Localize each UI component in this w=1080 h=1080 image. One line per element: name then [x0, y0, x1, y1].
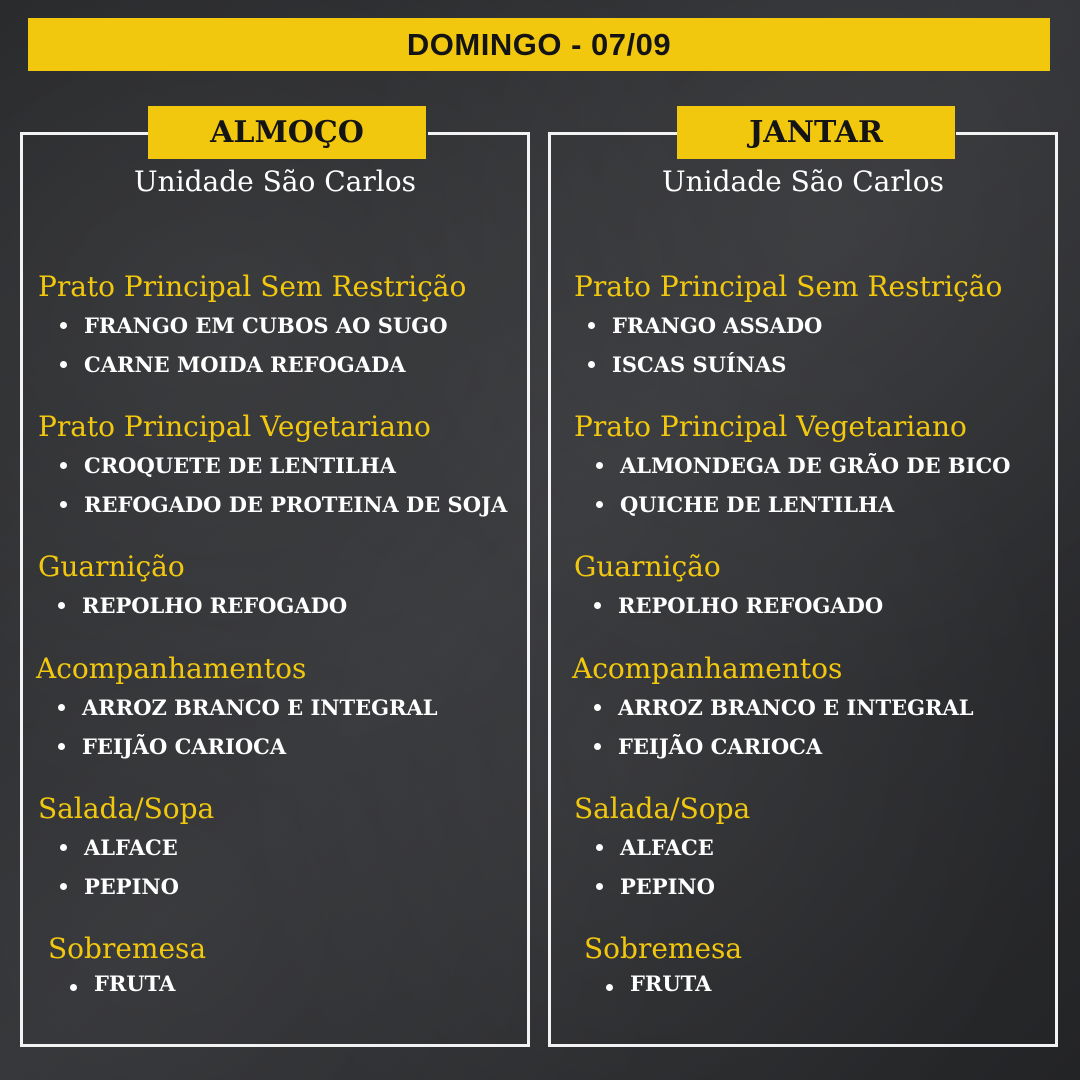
list-item: ISCAS SUÍNAS — [586, 345, 1002, 384]
lunch-section-dessert — [48, 930, 206, 1000]
lunch-section-salad — [38, 790, 214, 906]
list-item: REFOGADO DE PROTEINA DE SOJA — [58, 485, 507, 524]
lunch-section-side — [38, 548, 347, 625]
section-title: Prato Principal Sem Restrição — [38, 270, 467, 303]
list-item: FRANGO EM CUBOS AO SUGO — [58, 306, 466, 345]
panel-border — [23, 132, 153, 135]
list-item: QUICHE DE LENTILHA — [594, 485, 1010, 524]
panel-border — [428, 132, 527, 135]
list-item: CROQUETE DE LENTILHA — [58, 446, 507, 485]
list-item: ALMONDEGA DE GRÃO DE BICO — [594, 446, 1010, 485]
list-item: FEIJÃO CARIOCA — [592, 727, 974, 766]
list-item: FRUTA — [68, 968, 206, 1000]
section-title: Guarnição — [38, 550, 185, 583]
day-title-banner — [28, 18, 1050, 71]
section-title: Acompanhamentos — [36, 652, 307, 685]
section-title: Prato Principal Vegetariano — [574, 410, 967, 443]
dinner-section-vegetarian — [574, 408, 1010, 524]
section-title: Sobremesa — [584, 932, 743, 965]
dinner-section-accompaniments — [572, 650, 974, 766]
list-item: ARROZ BRANCO E INTEGRAL — [56, 688, 438, 727]
section-title: Salada/Sopa — [38, 792, 215, 825]
dinner-section-side — [574, 548, 883, 625]
section-title: Prato Principal Vegetariano — [38, 410, 431, 443]
section-title: Sobremesa — [48, 932, 207, 965]
lunch-unit: Unidade São Carlos — [134, 165, 416, 198]
list-item: FRANGO ASSADO — [586, 306, 1002, 345]
list-item: FEIJÃO CARIOCA — [56, 727, 438, 766]
dinner-label: JANTAR — [677, 106, 955, 159]
panel-border — [551, 132, 681, 135]
dinner-section-salad — [574, 790, 750, 906]
lunch-section-main — [38, 268, 466, 384]
list-item: REPOLHO REFOGADO — [592, 586, 883, 625]
dinner-section-dessert — [584, 930, 742, 1000]
panel-border — [956, 132, 1055, 135]
lunch-label: ALMOÇO — [148, 106, 426, 159]
lunch-section-accompaniments — [36, 650, 438, 766]
dinner-unit: Unidade São Carlos — [662, 165, 944, 198]
list-item: ALFACE — [58, 828, 214, 867]
section-title: Guarnição — [574, 550, 721, 583]
section-title: Salada/Sopa — [574, 792, 751, 825]
list-item: FRUTA — [604, 968, 742, 1000]
section-title: Acompanhamentos — [572, 652, 843, 685]
list-item: ALFACE — [594, 828, 750, 867]
day-title: DOMINGO - 07/09 — [406, 26, 672, 62]
dinner-section-main — [574, 268, 1002, 384]
lunch-section-vegetarian — [38, 408, 507, 524]
list-item: ARROZ BRANCO E INTEGRAL — [592, 688, 974, 727]
list-item: CARNE MOIDA REFOGADA — [58, 345, 466, 384]
section-title: Prato Principal Sem Restrição — [574, 270, 1003, 303]
list-item: PEPINO — [594, 867, 750, 906]
list-item: REPOLHO REFOGADO — [56, 586, 347, 625]
list-item: PEPINO — [58, 867, 214, 906]
